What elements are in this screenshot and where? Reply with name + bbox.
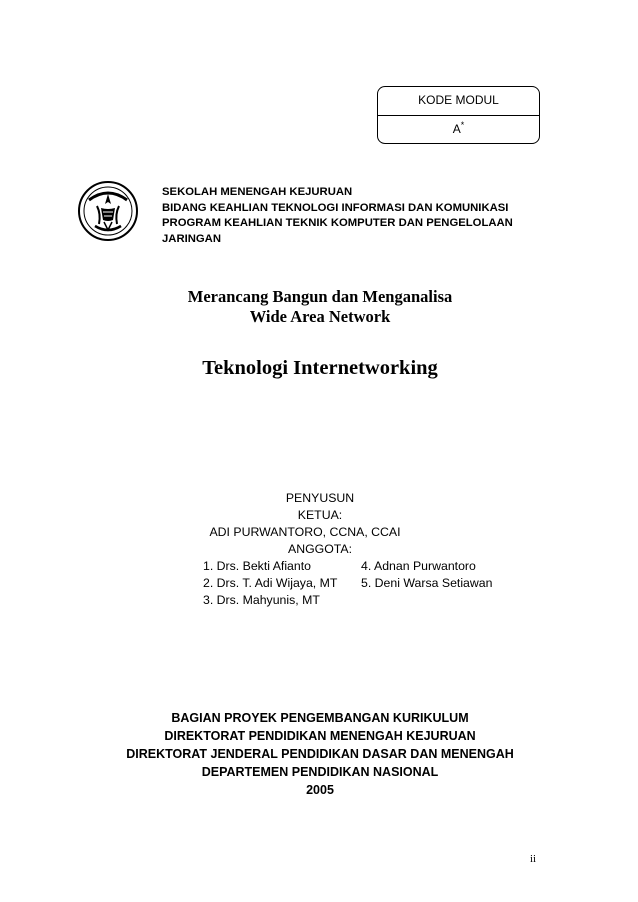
member-item: 3. Drs. Mahyunis, MT	[203, 593, 320, 607]
title-line-2: Wide Area Network	[249, 307, 391, 326]
footer-year: 2005	[306, 783, 334, 797]
document-title	[150, 287, 490, 327]
member-item: 5. Deni Warsa Setiawan	[361, 576, 493, 590]
footer-line: DIREKTORAT PENDIDIKAN MENENGAH KEJURUAN	[164, 729, 476, 743]
kode-modul-divider	[378, 115, 539, 116]
footer-line: DEPARTEMEN PENDIDIKAN NASIONAL	[201, 765, 439, 779]
ketua-name: ADI PURWANTORO, CCNA, CCAI	[209, 525, 401, 539]
header-line: SEKOLAH MENENGAH KEJURUAN	[162, 186, 353, 198]
ketua-label: KETUA:	[297, 508, 343, 522]
header-line: JARINGAN	[162, 232, 221, 245]
kode-modul-mark: *	[460, 120, 465, 130]
tut-wuri-handayani-emblem-icon	[77, 180, 139, 242]
title-line-1: Merancang Bangun dan Menganalisa	[187, 287, 453, 306]
kode-modul-code: A	[452, 122, 461, 136]
kode-modul-value	[378, 120, 539, 136]
document-subtitle: Teknologi Internetworking	[202, 357, 438, 379]
member-item: 1. Drs. Bekti Afianto	[203, 559, 311, 573]
page-number: ii	[530, 853, 537, 865]
kode-modul-label: KODE MODUL	[418, 93, 499, 107]
school-header	[162, 185, 513, 247]
header-line: BIDANG KEAHLIAN TEKNOLOGI INFORMASI DAN KOMUNIKASI	[162, 201, 509, 214]
footer-line: BAGIAN PROYEK PENGEMBANGAN KURIKULUM	[171, 711, 469, 725]
publisher-footer	[100, 709, 540, 799]
header-line: PROGRAM KEAHLIAN TEKNIK KOMPUTER DAN PENGELOLAAN	[162, 217, 513, 229]
footer-line: DIREKTORAT JENDERAL PENDIDIKAN DASAR DAN MENENGAH	[126, 747, 514, 761]
anggota-label: ANGGOTA:	[288, 542, 352, 556]
member-item: 4. Adnan Purwantoro	[361, 559, 476, 573]
penyusun-label: PENYUSUN	[285, 491, 355, 505]
member-item: 2. Drs. T. Adi Wijaya, MT	[203, 576, 338, 590]
kode-modul-box	[377, 86, 540, 144]
